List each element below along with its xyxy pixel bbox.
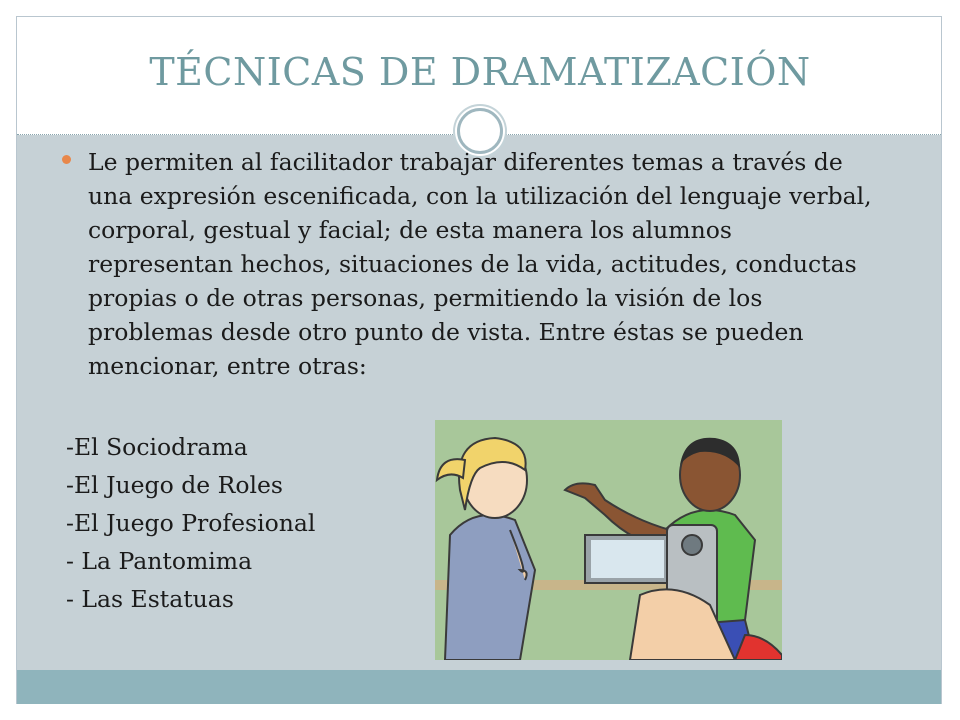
footer-bar [17, 670, 941, 704]
camera-lens [682, 535, 702, 555]
list-item: -El Sociodrama [66, 433, 248, 461]
list-item: -El Juego Profesional [66, 509, 316, 537]
girl-body [445, 515, 535, 660]
body-paragraph: Le permiten al facilitador trabajar diferentes temas a través de una expresión escenificada, con la utilización del lenguaje verbal, corporal, gestual y facial; de esta manera los alumnos representan hechos, situaciones de la vida, actitudes, conductas propias o de otras personas, permitiendo la visión de los problemas desde otro punto de vista. Entre éstas se pueden mencionar, entre otras: [88, 148, 872, 380]
classroom-video-camera-illustration [435, 420, 782, 660]
technique-list [66, 428, 315, 618]
camera-screen-image [591, 540, 664, 578]
bullet-icon [62, 155, 71, 164]
slide-title: TÉCNICAS DE DRAMATIZACIÓN [149, 50, 811, 94]
list-item: - Las Estatuas [66, 585, 234, 613]
list-item: -El Juego de Roles [66, 471, 283, 499]
list-item: - La Pantomima [66, 547, 253, 575]
